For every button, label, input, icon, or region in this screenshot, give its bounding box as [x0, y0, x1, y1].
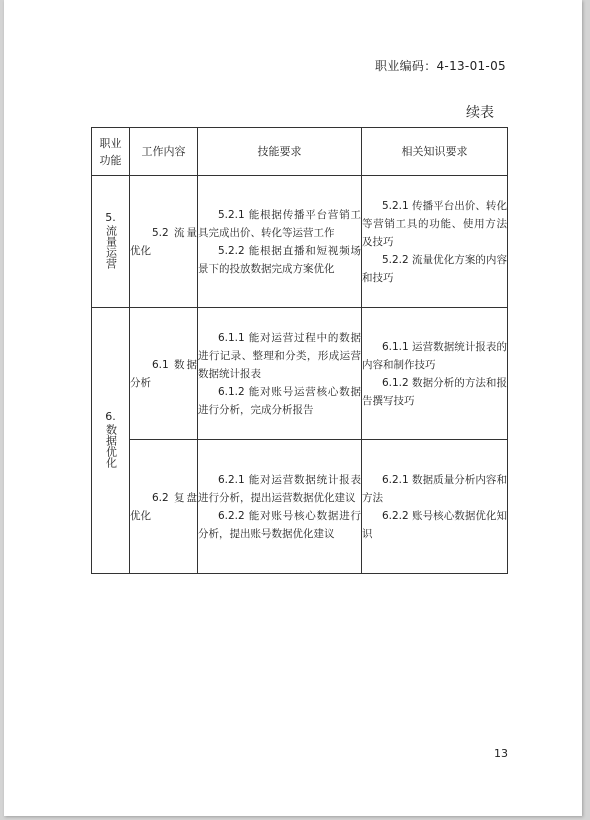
- skill-cell: 6.2.1 能对运营数据统计报表进行分析，提出运营数据优化建议 6.2.2 能对账号核心数据进行分析，提出账号数据优化建议: [198, 440, 362, 574]
- header-skill-requirements: 技能要求: [198, 128, 362, 176]
- header-work-content: 工作内容: [130, 128, 198, 176]
- knowledge-cell: 6.1.1 运营数据统计报表的内容和制作技巧 6.1.2 数据分析的方法和报告撰写技巧: [362, 308, 508, 440]
- header-knowledge-requirements: 相关知识要求: [362, 128, 508, 176]
- work-content-cell: 6.2 复盘优化: [130, 440, 198, 574]
- continued-table-label: 续表: [466, 105, 494, 121]
- function-name: 数据优化: [104, 423, 118, 468]
- function-cell-data: 6. 数据优化: [92, 308, 130, 574]
- page-number: 13: [494, 747, 508, 760]
- skill-requirements-table: [91, 127, 508, 574]
- skill-cell: 6.1.1 能对运营过程中的数据进行记录、整理和分类，形成运营数据统计报表 6.1.2 能对账号运营核心数据进行分析，完成分析报告: [198, 308, 362, 440]
- function-cell-traffic: 5. 流量运营: [92, 176, 130, 308]
- header-occupation-function: 职业 功能: [92, 128, 130, 176]
- knowledge-cell: 6.2.1 数据质量分析内容和方法 6.2.2 账号核心数据优化知识: [362, 440, 508, 574]
- table-row: [92, 440, 508, 574]
- table-row: [92, 176, 508, 308]
- skill-cell: 5.2.1 能根据传播平台营销工具完成出价、转化等运营工作 5.2.2 能根据直播和短视频场景下的投放数据完成方案优化: [198, 176, 362, 308]
- document-page: [4, 0, 582, 816]
- occupation-code: 职业编码：4-13-01-05: [375, 59, 506, 73]
- work-content-cell: 6.1 数据分析: [130, 308, 198, 440]
- table-row: [92, 308, 508, 440]
- table-header-row: [92, 128, 508, 176]
- knowledge-cell: 5.2.1 传播平台出价、转化等营销工具的功能、使用方法及技巧 5.2.2 流量优化方案的内容和技巧: [362, 176, 508, 308]
- work-content-cell: 5.2 流量优化: [130, 176, 198, 308]
- function-name: 流量运营: [104, 224, 118, 269]
